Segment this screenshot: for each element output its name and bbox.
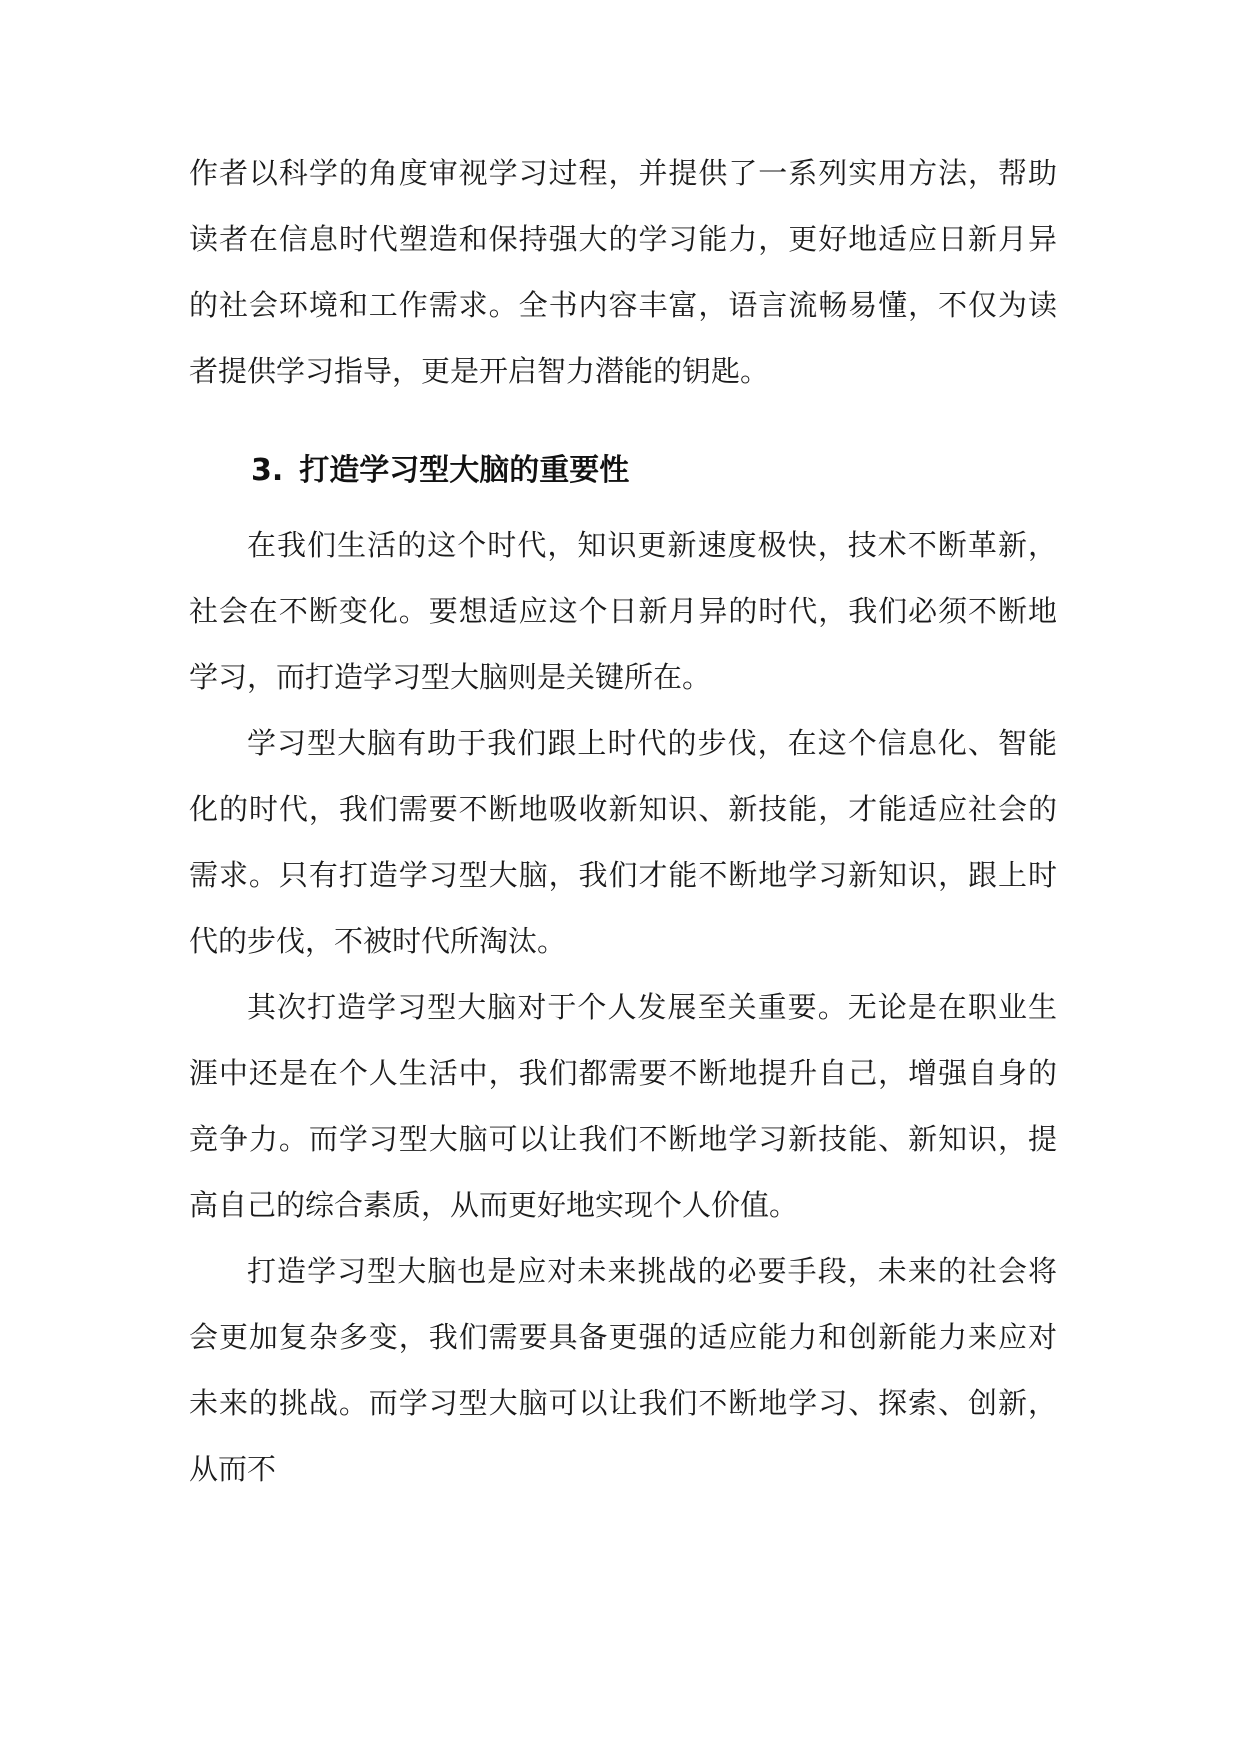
paragraph-2: 学习型大脑有助于我们跟上时代的步伐，在这个信息化、智能化的时代，我们需要不断地吸收新知识、新技能，才能适应社会的需求。只有打造学习型大脑，我们才能不断地学习新知识，跟上时代的步伐，不被时代所淘汰。 <box>189 726 1057 958</box>
section-number: 3. <box>251 453 284 488</box>
section-heading <box>189 438 1057 504</box>
paragraph-1: 在我们生活的这个时代，知识更新速度极快，技术不断革新，社会在不断变化。要想适应这个日新月异的时代，我们必须不断地学习，而打造学习型大脑则是关键所在。 <box>189 528 1057 694</box>
paragraph-4: 打造学习型大脑也是应对未来挑战的必要手段，未来的社会将会更加复杂多变，我们需要具备更强的适应能力和创新能力来应对未来的挑战。而学习型大脑可以让我们不断地学习、探索、创新，从而不 <box>189 1254 1057 1486</box>
paragraph-3: 其次打造学习型大脑对于个人发展至关重要。无论是在职业生涯中还是在个人生活中，我们都需要不断地提升自己，增强自身的竞争力。而学习型大脑可以让我们不断地学习新技能、新知识，提高自己的综合素质，从而更好地实现个人价值。 <box>189 990 1057 1222</box>
paragraph-intro-continuation: 作者以科学的角度审视学习过程，并提供了一系列实用方法，帮助读者在信息时代塑造和保持强大的学习能力，更好地适应日新月异的社会环境和工作需求。全书内容丰富，语言流畅易懂，不仅为读者提供学习指导，更是开启智力潜能的钥匙。 <box>189 156 1057 388</box>
section-title: 打造学习型大脑的重要性 <box>299 453 630 488</box>
page-content <box>189 140 1057 1502</box>
